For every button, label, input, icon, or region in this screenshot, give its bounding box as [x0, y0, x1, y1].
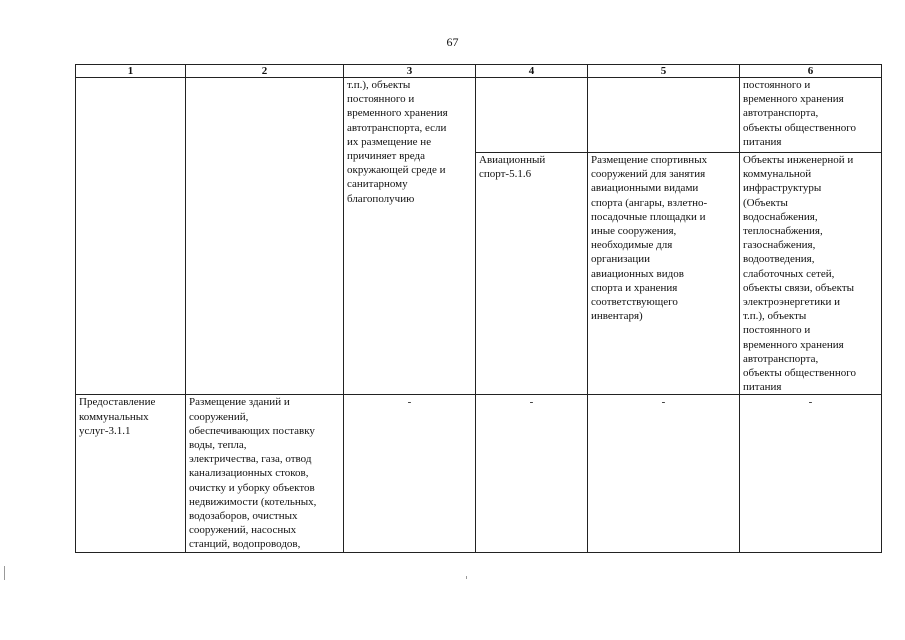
column-header-1: 1: [76, 65, 186, 78]
scan-artifact: [466, 576, 467, 579]
column-header-2: 2: [186, 65, 344, 78]
table-row: [76, 395, 882, 552]
table-cell: -: [476, 395, 588, 552]
table-cell: [588, 78, 740, 153]
table-cell: [76, 78, 186, 395]
column-header-3: 3: [344, 65, 476, 78]
table-cell: постоянного и временного хранения автотранспорта, объекты общественного питания: [740, 78, 882, 153]
land-use-table: [75, 64, 882, 553]
scan-artifact: [4, 566, 5, 580]
column-header-6: 6: [740, 65, 882, 78]
table-cell: Размещение зданий и сооружений, обеспечивающих поставку воды, тепла, электричества, газа, отвод канализационных стоков, очистку и уборку объектов недвижимости (котельных, водозаборов, очистных сооружений, насосных станций, водопроводов,: [186, 395, 344, 552]
table-header-row: [76, 65, 882, 78]
page-number: 67: [446, 35, 459, 49]
table-cell: т.п.), объекты постоянного и временного хранения автотранспорта, если их размещение не причиняет вреда окружающей среде и санитарному благополучию: [344, 78, 476, 395]
table-cell: Авиационный спорт-5.1.6: [476, 153, 588, 395]
table-cell: -: [588, 395, 740, 552]
table-cell: -: [740, 395, 882, 552]
column-header-5: 5: [588, 65, 740, 78]
table-cell: -: [344, 395, 476, 552]
table-cell: Объекты инженерной и коммунальной инфраструктуры (Объекты водоснабжения, теплоснабжения, газоснабжения, водоотведения, слаботочных сетей, объекты связи, объекты электроэнергетики и т.п.), объекты постоянного и временного хранения автотранспорта, объекты общественного питания: [740, 153, 882, 395]
table-cell: Размещение спортивных сооружений для занятия авиационными видами спорта (ангары, взлетно- посадочные площадки и иные сооружения, необходимые для организации авиационных видов спорта и хранения соответствующего инвентаря): [588, 153, 740, 395]
table-cell: [476, 78, 588, 153]
table-row: [76, 78, 882, 153]
table-cell: Предоставление коммунальных услуг-3.1.1: [76, 395, 186, 552]
column-header-4: 4: [476, 65, 588, 78]
table-cell: [186, 78, 344, 395]
